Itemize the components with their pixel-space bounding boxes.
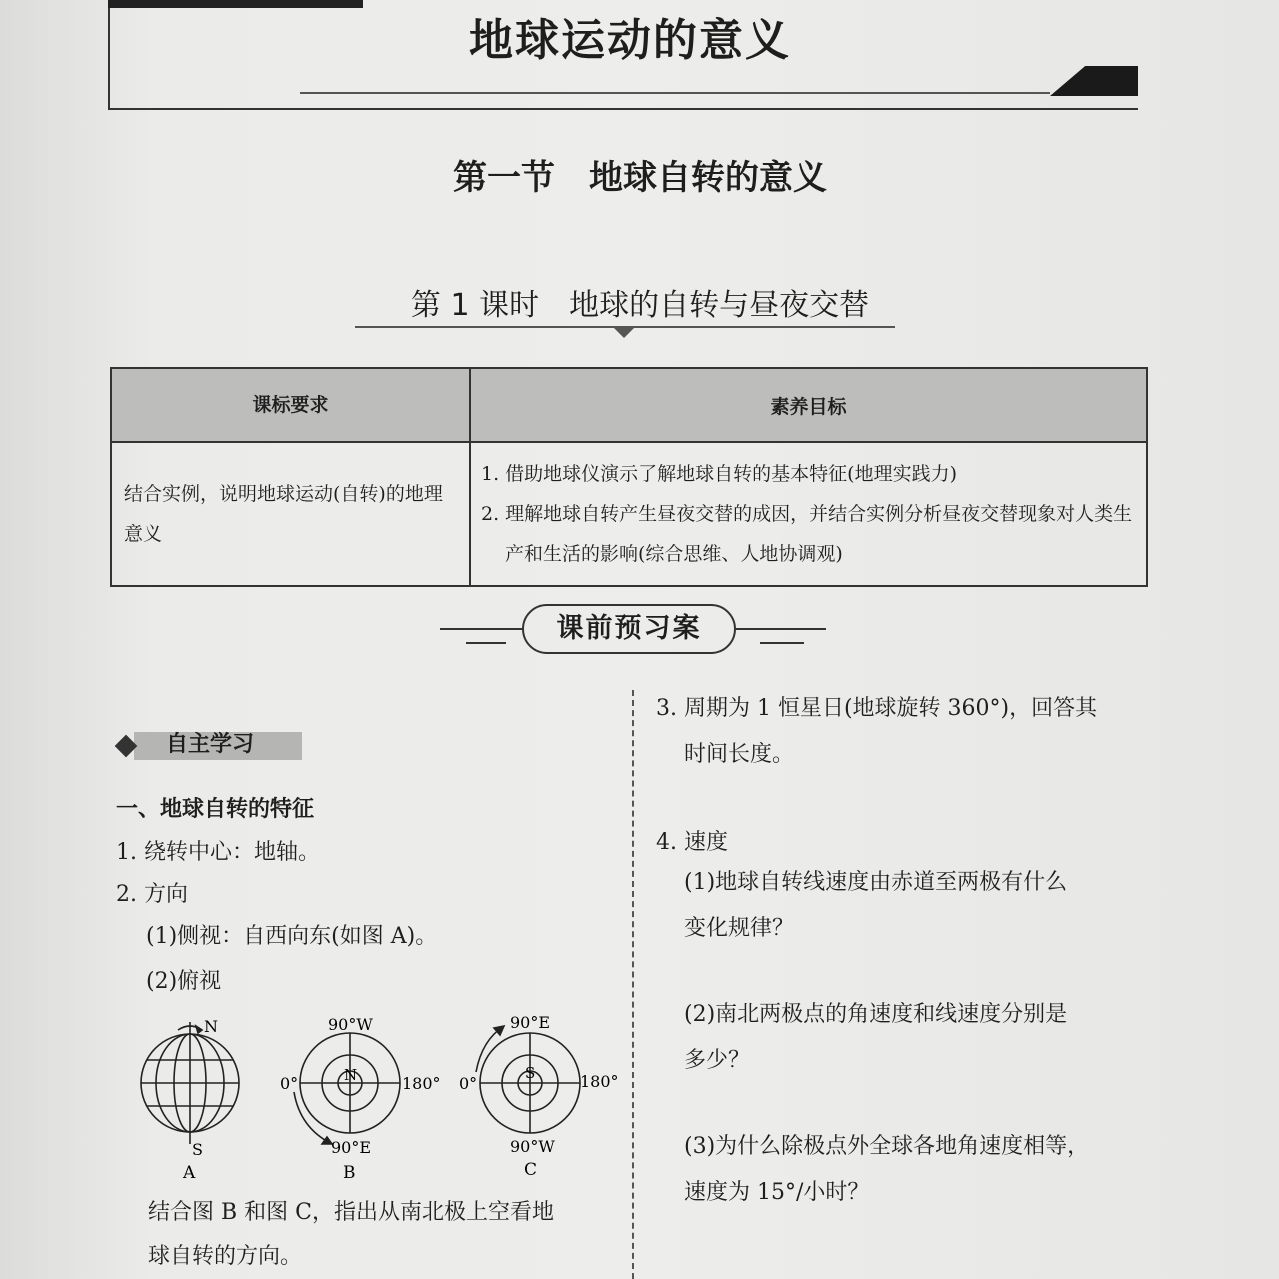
figure-c-left-label: 0° [459, 1074, 478, 1093]
figure-a-globe [141, 1022, 239, 1144]
item-side-view: (1)侧视：自西向东(如图 A)。 [146, 924, 438, 949]
figure-c-top-label: 90°E [510, 1013, 551, 1032]
q-angular-speed-line1: (3)为什么除极点外全球各地角速度相等， [684, 1134, 1090, 1159]
standards-cell: 结合实例，说明地球运动(自转)的地理意义 [111, 442, 470, 586]
column-divider [632, 690, 634, 1279]
self-study-label [116, 728, 301, 762]
banner-line-left [440, 628, 522, 630]
literacy-cell [470, 442, 1147, 586]
goal-item-1: 1. 借助地球仪演示了解地球自转的基本特征(地理实践力) [481, 463, 957, 485]
question-direction-line1: 结合图 B 和图 C，指出从南北极上空看地 [148, 1200, 554, 1225]
item-period-line2: 时间长度。 [684, 742, 795, 767]
section-title: 第一节 地球自转的意义 [453, 158, 827, 198]
figure-b-left-label: 0° [280, 1074, 299, 1093]
goal-item-2: 2. 理解地球自转产生昼夜交替的成因，并结合实例分析昼夜交替现象对人类生产和生活的影响(综合思维、人地协调观) [481, 503, 1133, 565]
banner-line-left-short [466, 642, 506, 644]
col-header-literacy: 素养目标 [470, 368, 1147, 442]
item-top-view: (2)俯视 [146, 969, 222, 994]
item-rotation-center: 1. 绕转中心：地轴。 [116, 840, 320, 865]
q-angular-speed-line2: 速度为 15°/小时？ [684, 1180, 870, 1205]
figure-c-center-label: S [525, 1064, 536, 1082]
q-linear-speed-line1: (1)地球自转线速度由赤道至两极有什么 [684, 870, 1068, 895]
header-rule [300, 92, 1050, 94]
item-direction: 2. 方向 [116, 882, 188, 907]
item-speed: 4. 速度 [656, 830, 728, 855]
col-header-standards: 课标要求 [111, 368, 470, 442]
rotation-figures [120, 1010, 630, 1190]
section-heading-features: 一、地球自转的特征 [116, 797, 315, 822]
banner-line-right-short [760, 642, 804, 644]
q-linear-speed-line2: 变化规律？ [684, 916, 795, 941]
chapter-title: 地球运动的意义 [469, 15, 791, 66]
lesson-title-notch [612, 326, 636, 338]
item-period-line1: 3. 周期为 1 恒星日(地球旋转 360°)，回答其 [656, 696, 1098, 721]
question-direction-line2: 球自转的方向。 [148, 1244, 303, 1269]
figure-c-bottom-label: 90°W [510, 1137, 555, 1156]
figure-b-top-label: 90°W [328, 1015, 373, 1034]
goals-table [110, 367, 1148, 587]
figure-b-polar [294, 1033, 400, 1144]
figure-c-label: C [524, 1160, 538, 1180]
figure-b-center-label: N [344, 1066, 358, 1084]
q-pole-speed-line1: (2)南北两极点的角速度和线速度分别是 [684, 1002, 1068, 1027]
self-study-text: 自主学习 [166, 732, 255, 757]
header-tab [108, 0, 363, 8]
figure-b-bottom-label: 90°E [331, 1138, 372, 1157]
figure-c-right-label: 180° [580, 1072, 619, 1091]
banner-line-right [736, 628, 826, 630]
figure-b-right-label: 180° [402, 1074, 441, 1093]
preview-banner: 课前预习案 [522, 604, 736, 654]
figure-a-label: A [183, 1163, 196, 1183]
figure-a-north-label: N [204, 1017, 218, 1036]
figure-a-south-label: S [192, 1140, 203, 1159]
figure-b-label: B [343, 1163, 356, 1183]
lesson-title: 第 1 课时 地球的自转与昼夜交替 [410, 288, 870, 323]
q-pole-speed-line2: 多少？ [684, 1048, 751, 1073]
